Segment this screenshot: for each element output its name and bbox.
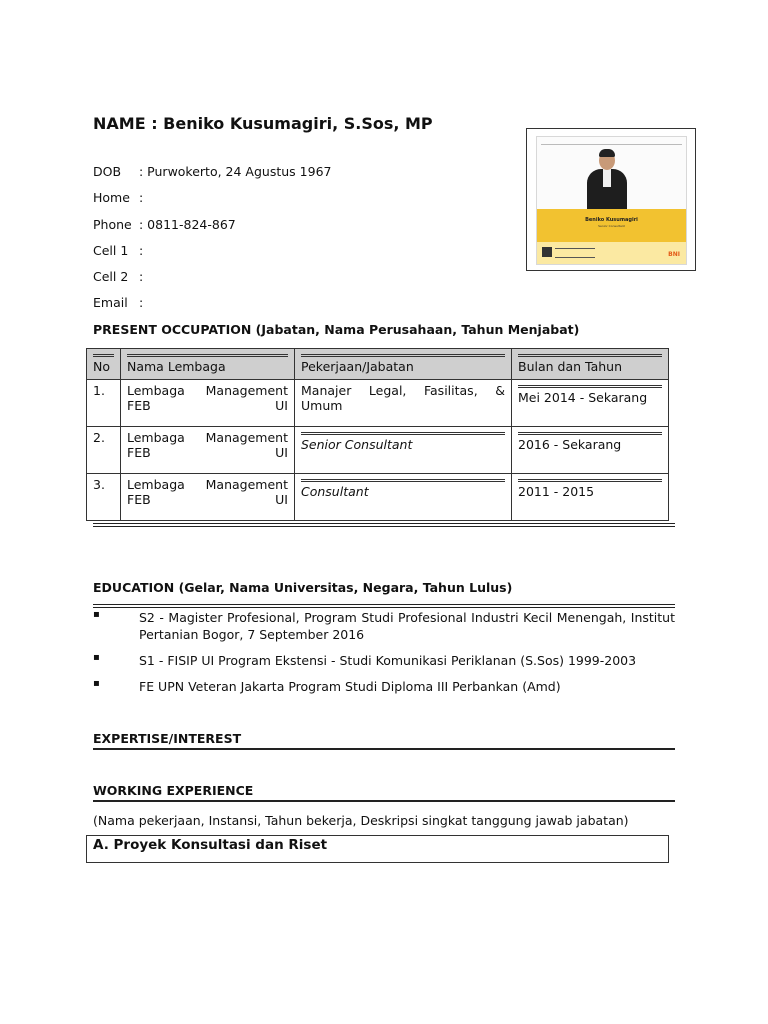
section-divider <box>93 748 675 750</box>
info-value: : <box>139 243 144 258</box>
footer-text-lines <box>555 248 595 258</box>
info-label: DOB <box>93 164 122 179</box>
bni-logo: BNI <box>668 251 680 258</box>
column-header-lembaga: Nama Lembaga <box>121 349 295 380</box>
section-divider <box>93 604 675 608</box>
education-subtitle: (Gelar, Nama Universitas, Negara, Tahun Lulus) <box>174 580 513 595</box>
table-row <box>87 427 669 474</box>
info-label: Home <box>93 190 130 205</box>
present-occupation-subtitle: (Jabatan, Nama Perusahaan, Tahun Menjabat) <box>251 322 580 337</box>
bullet-icon: ▪ <box>93 652 100 663</box>
person-shirt <box>603 169 611 187</box>
info-value: : Purwokerto, 24 Agustus 1967 <box>139 164 332 179</box>
education-title: EDUCATION <box>93 580 175 595</box>
occupation-table <box>86 348 669 521</box>
info-label: Email <box>93 295 128 310</box>
working-experience-note: (Nama pekerjaan, Instansi, Tahun bekerja, Deskripsi singkat tanggung jawab jabatan) <box>93 813 629 828</box>
info-row-email <box>93 295 143 310</box>
photo-card <box>536 136 687 265</box>
column-header-no: No <box>87 349 121 380</box>
table-row <box>87 474 669 521</box>
person-hair <box>599 149 615 157</box>
cell-tahun: Mei 2014 - Sekarang <box>512 380 669 427</box>
section-a-title: A. Proyek Konsultasi dan Riset <box>93 837 328 853</box>
present-occupation-heading <box>93 322 579 337</box>
info-label: Cell 2 <box>93 269 129 284</box>
section-divider <box>93 523 675 527</box>
column-header-tahun: Bulan dan Tahun <box>512 349 669 380</box>
photo-banner-name: Beniko Kusumagiri <box>585 217 638 223</box>
cell-lembaga: Lembaga Management FEB UI <box>121 474 295 521</box>
expertise-heading: EXPERTISE/INTEREST <box>93 731 242 746</box>
info-value: : 0811-824-867 <box>139 217 236 232</box>
resume-name-title: NAME : Beniko Kusumagiri, S.Sos, MP <box>93 114 433 133</box>
section-a-box <box>86 835 669 863</box>
cell-pekerjaan: Senior Consultant <box>295 427 512 474</box>
info-value: : <box>139 190 144 205</box>
cell-pekerjaan: Manajer Legal, Fasilitas, & Umum <box>295 380 512 427</box>
cell-pekerjaan: Consultant <box>295 474 512 521</box>
section-divider <box>93 800 675 802</box>
education-item-text: S1 - FISIP UI Program Ekstensi - Studi Komunikasi Periklanan (S.Sos) 1999-2003 <box>139 653 637 668</box>
cell-no: 1. <box>87 380 121 427</box>
info-label: Phone <box>93 217 132 232</box>
info-row-dob <box>93 164 331 179</box>
info-row-home <box>93 190 143 205</box>
table-header-row <box>87 349 669 380</box>
education-heading <box>93 580 512 595</box>
working-experience-heading: WORKING EXPERIENCE <box>93 783 254 798</box>
info-row-phone <box>93 217 236 232</box>
bullet-icon: ▪ <box>93 678 100 689</box>
info-label: Cell 1 <box>93 243 129 258</box>
profile-photo <box>526 128 696 271</box>
cell-no: 3. <box>87 474 121 521</box>
present-occupation-title: PRESENT OCCUPATION <box>93 322 252 337</box>
cell-tahun: 2016 - Sekarang <box>512 427 669 474</box>
cell-lembaga: Lembaga Management FEB UI <box>121 380 295 427</box>
bullet-icon: ▪ <box>93 609 100 620</box>
photo-portrait-area <box>537 137 686 209</box>
photo-name-banner <box>537 209 686 242</box>
info-value: : <box>139 269 144 284</box>
education-item-text: FE UPN Veteran Jakarta Program Studi Diploma III Perbankan (Amd) <box>139 679 561 694</box>
cell-no: 2. <box>87 427 121 474</box>
cell-lembaga: Lembaga Management FEB UI <box>121 427 295 474</box>
institution-logo-icon <box>542 247 552 257</box>
table-row <box>87 380 669 427</box>
cell-tahun: 2011 - 2015 <box>512 474 669 521</box>
info-row-cell-2 <box>93 269 143 284</box>
education-item-text: S2 - Magister Profesional, Program Studi Profesional Industri Kecil Menengah, Institut Pertanian Bogor, 7 September 2016 <box>139 610 675 642</box>
photo-header-bar <box>541 140 682 145</box>
photo-footer <box>537 242 686 264</box>
info-row-cell-1 <box>93 243 143 258</box>
info-value: : <box>139 295 144 310</box>
column-header-pekerjaan: Pekerjaan/Jabatan <box>295 349 512 380</box>
photo-banner-subtitle: Senior Consultant <box>598 224 625 228</box>
